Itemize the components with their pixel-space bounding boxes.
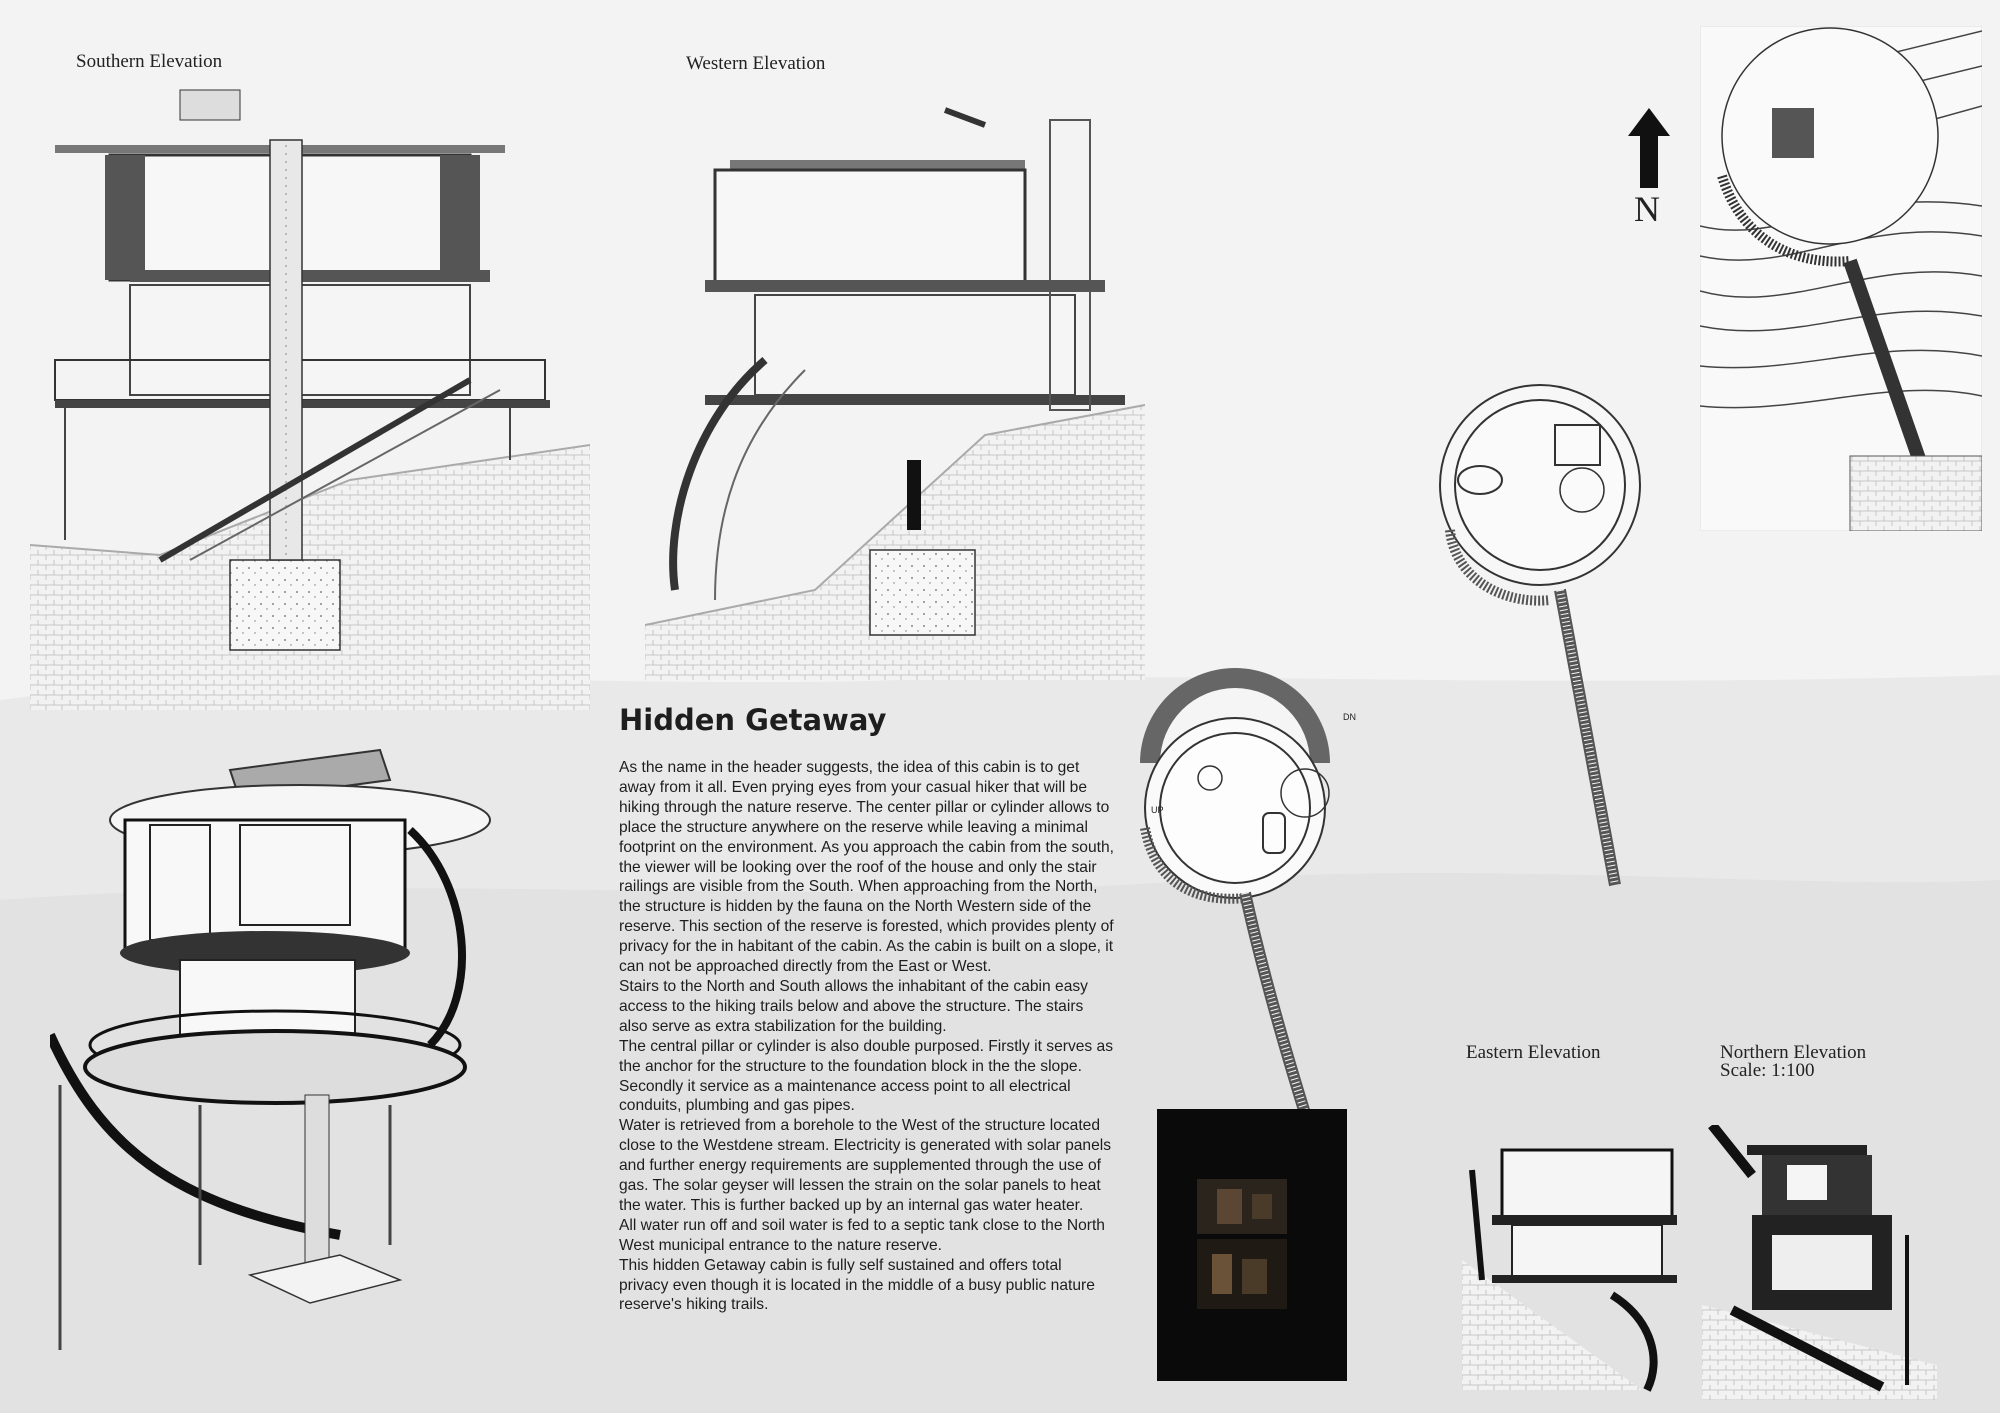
description-text (619, 758, 1115, 1315)
northern-elevation-drawing (1702, 1125, 1937, 1400)
western-elevation-drawing (645, 70, 1145, 680)
western-elevation-label: Western Elevation (686, 53, 826, 74)
paragraph: All water run off and soil water is fed to a septic tank close to the North West municipal entrance to the nature reserve. (619, 1216, 1105, 1254)
site-plan-drawing (1700, 26, 1982, 531)
northern-elevation-label: Northern Elevation (1720, 1042, 1867, 1063)
north-letter: N (1634, 189, 1660, 229)
night-photo-image (1157, 1109, 1347, 1381)
paragraph: As the name in the header suggests, the idea of this cabin is to get away from it all. Even prying eyes from your casual hiker that will be hiking through the nature reserve. The center pillar or cylinder allows to place the structure anywhere on the reserve while leaving a minimal footprint on the environment. As you approach the cabin from the south, the viewer will be looking over the roof of the house and only the stair railings are visible from the South. When approaching from the North, the structure is hidden by the fauna on the North Western side of the reserve. This section of the reserve is forested, which provides plenty of privacy for the in habitant of the cabin. As the cabin is built on a slope, it can not be approached directly from the East or West. (619, 759, 1114, 976)
plan-up-marker: UP (1151, 805, 1164, 815)
eastern-elevation-drawing (1462, 1110, 1692, 1400)
plan-dn-marker: DN (1343, 712, 1356, 722)
paragraph: Stairs to the North and South allows the inhabitant of the cabin easy access to the hiking trails below and above the structure. The stairs also serve as extra stabilization for the building. (619, 977, 1088, 1035)
southern-elevation-label: Southern Elevation (76, 51, 223, 72)
scale-label: Scale: 1:100 (1720, 1060, 1815, 1081)
upper-floor-plan-drawing (1410, 380, 1670, 890)
lower-floor-plan-drawing (1135, 663, 1400, 1163)
eastern-elevation-label: Eastern Elevation (1466, 1042, 1601, 1063)
night-photo (1157, 1109, 1347, 1381)
paragraph: This hidden Getaway cabin is fully self sustained and offers total privacy even though it is located in the middle of a busy public nature reserve's hiking trails. (619, 1256, 1095, 1314)
north-arrow-icon (1628, 108, 1670, 188)
paragraph: Water is retrieved from a borehole to the West of the structure located close to the Westdene stream. Electricity is generated with solar panels and further energy requirements are supplemented through the use of gas. The solar geyser will lessen the strain on the solar panels to heat the water. This is further backed up by an internal gas water heater. (619, 1117, 1112, 1214)
southern-elevation-drawing (30, 60, 590, 710)
axonometric-drawing (50, 725, 570, 1355)
paragraph: The central pillar or cylinder is also double purposed. Firstly it serves as the anchor for the structure to the foundation block in the the slope. Secondly it service as a maintenance access point to all electrical conduits, plumbing and gas pipes. (619, 1037, 1114, 1115)
page-title: Hidden Getaway (619, 703, 887, 737)
